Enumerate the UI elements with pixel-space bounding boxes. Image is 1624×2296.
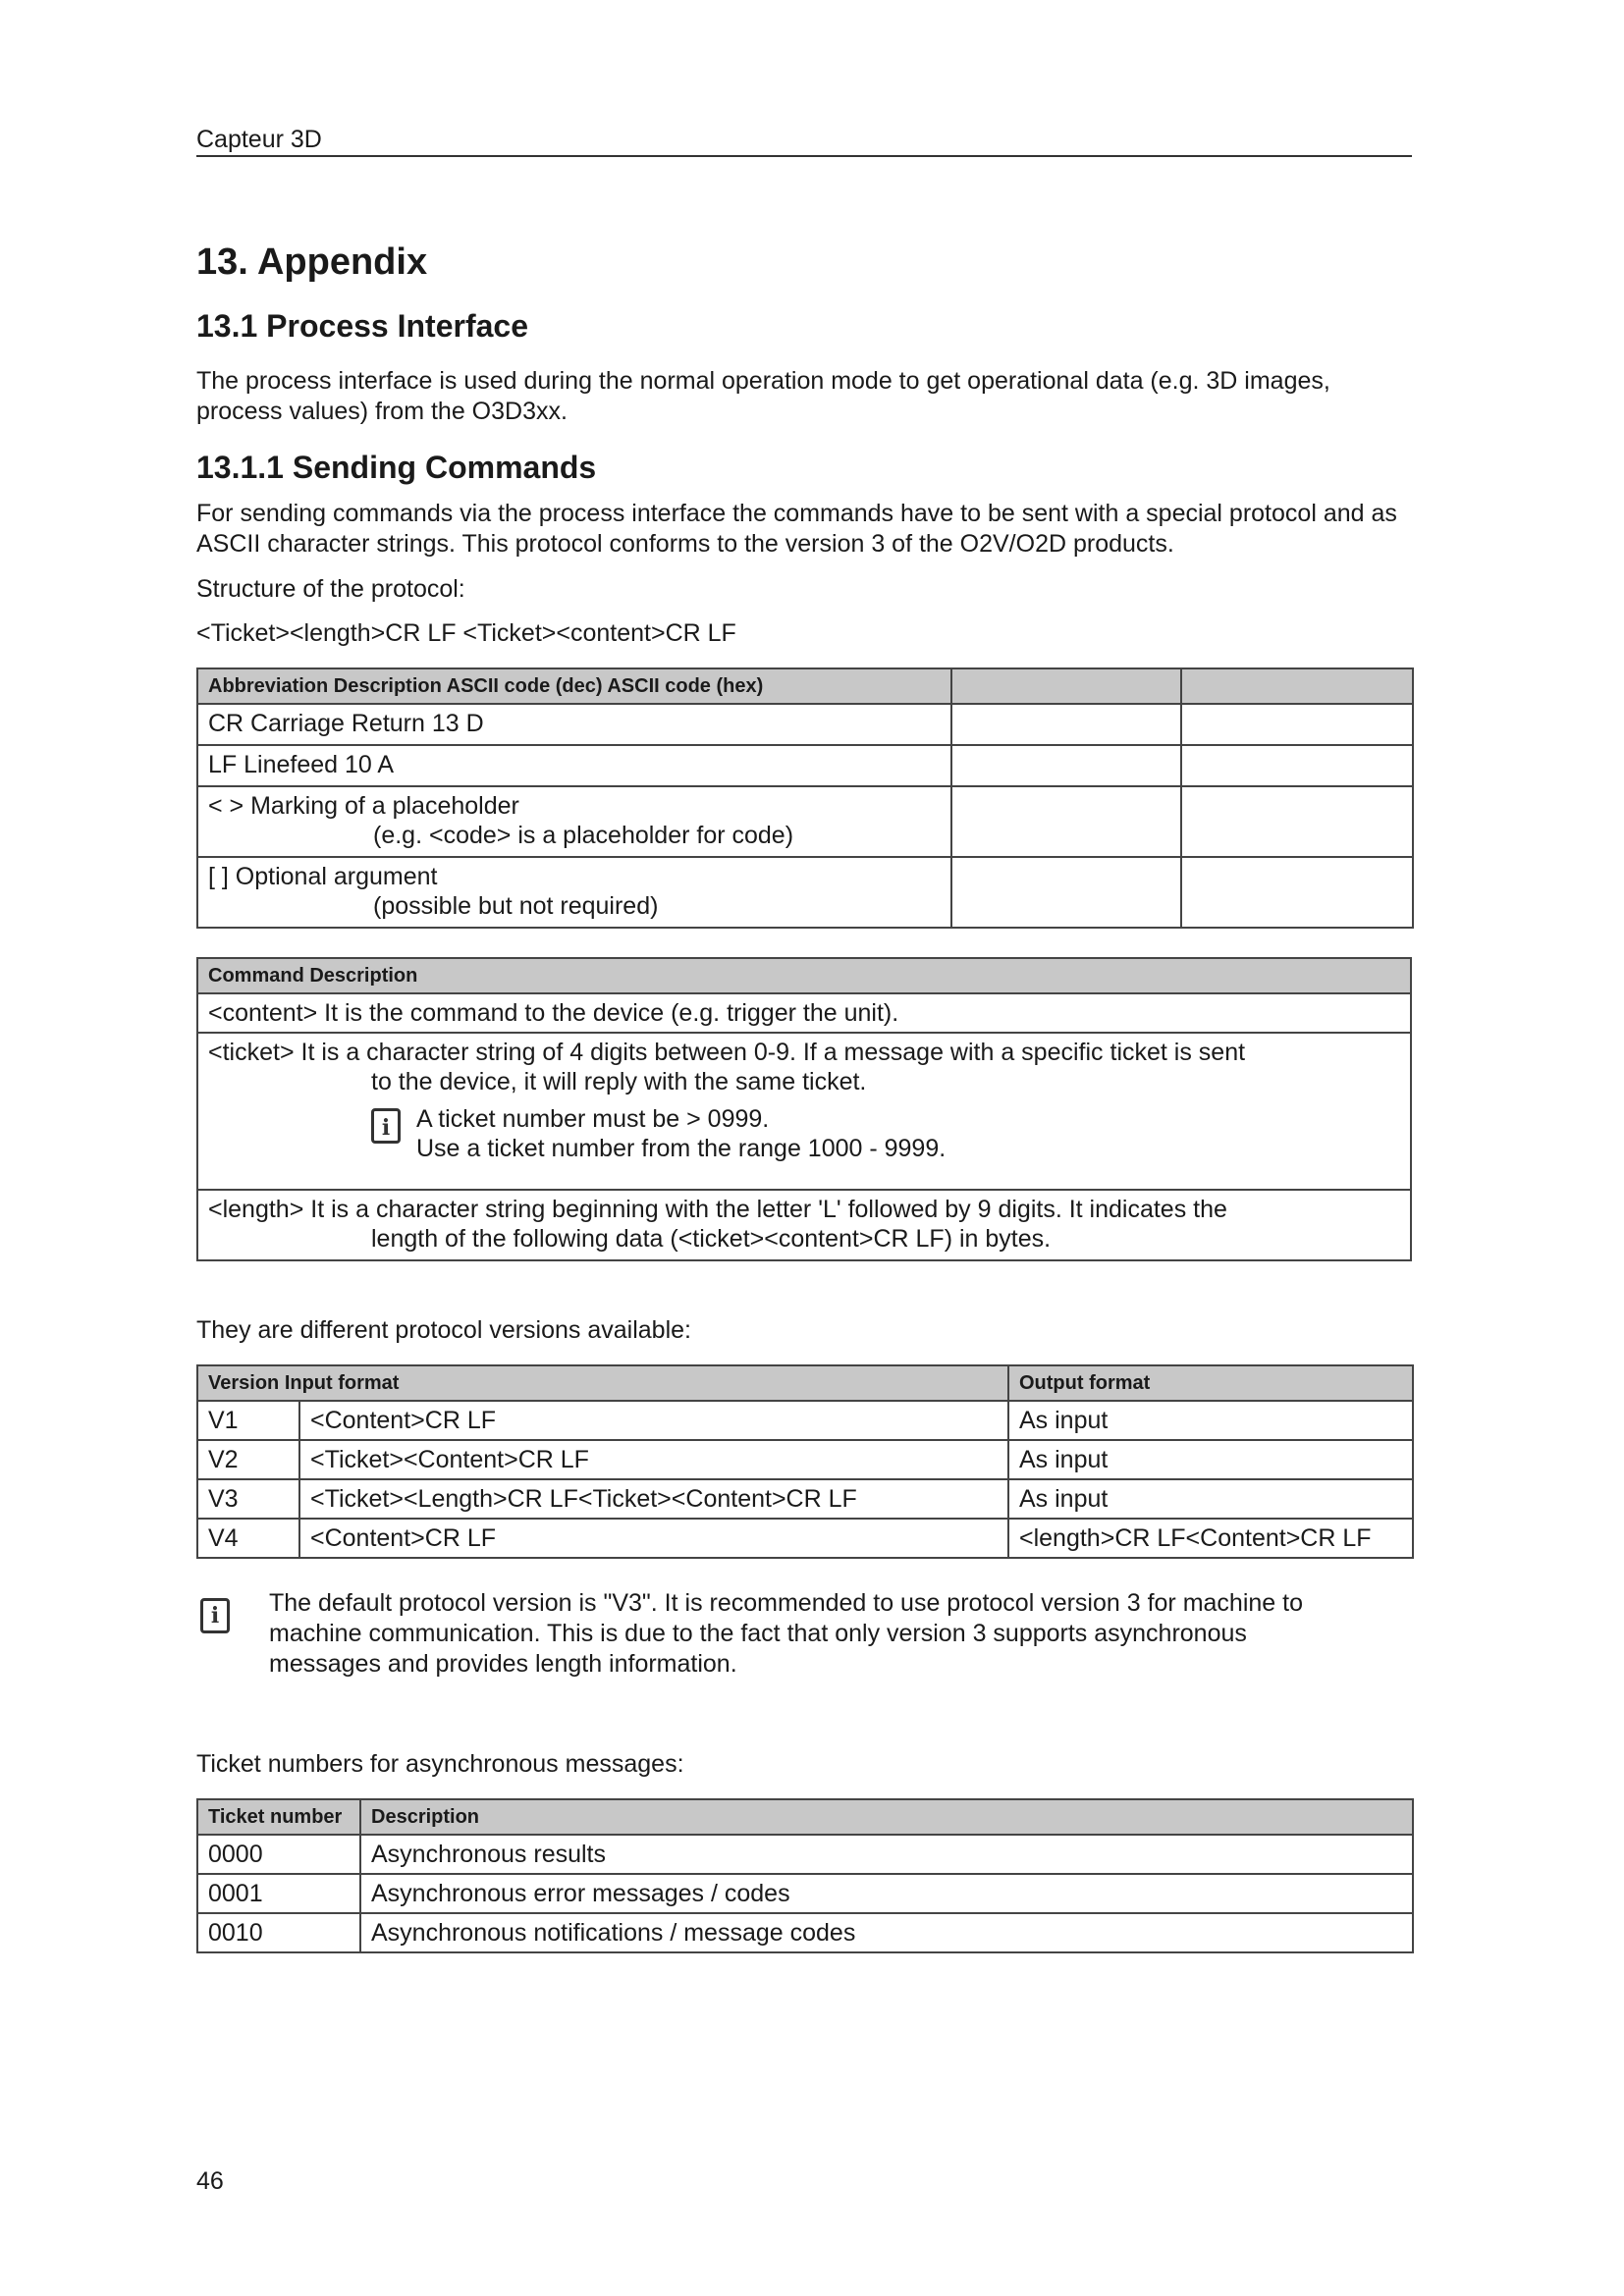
- input-format-cell: <Ticket><Length>CR LF<Ticket><Content>CR LF: [299, 1479, 1008, 1519]
- command-ticket-cell-cont: to the device, it will reply with the same ticket.: [371, 1068, 867, 1095]
- info-icon: [200, 1598, 230, 1633]
- table-row: [197, 745, 1413, 786]
- abbrev-cell: LF Linefeed 10 A: [208, 751, 395, 778]
- header-title: Capteur 3D: [196, 126, 322, 153]
- table-row: [197, 1913, 1413, 1952]
- structure-value: <Ticket><length>CR LF <Ticket><content>CR LF: [196, 619, 736, 647]
- abbrev-cell: [ ] Optional argument: [208, 863, 438, 890]
- input-format-cell: <Content>CR LF: [299, 1519, 1008, 1558]
- ticket-note-line: A ticket number must be > 0999.: [416, 1105, 770, 1133]
- ticket-description-header: Description: [360, 1799, 1413, 1835]
- ticket-note: [208, 1104, 1400, 1163]
- section-title: 13. Appendix: [196, 241, 428, 283]
- ticket-number-cell: 0000: [197, 1835, 360, 1874]
- page-number: 46: [196, 2167, 224, 2195]
- version-cell: V3: [197, 1479, 299, 1519]
- version-cell: V4: [197, 1519, 299, 1558]
- subsection-title: 13.1 Process Interface: [196, 308, 528, 344]
- header-divider: [196, 155, 1412, 157]
- command-length-cell: <length> It is a character string beginning with the letter 'L' followed by 9 digits. It indicates the: [208, 1196, 1227, 1223]
- ticket-description-cell: Asynchronous error messages / codes: [360, 1874, 1413, 1913]
- table-row: [197, 857, 1413, 928]
- abbrev-cell: CR Carriage Return 13 D: [208, 710, 484, 737]
- table-row: [197, 1401, 1413, 1440]
- ticket-description-cell: Asynchronous notifications / message codes: [360, 1913, 1413, 1952]
- version-cell: V1: [197, 1401, 299, 1440]
- versions-intro: They are different protocol versions available:: [196, 1316, 691, 1344]
- sending-paragraph: For sending commands via the process interface the commands have to be sent with a special protocol and as ASCII character strings. This protocol conforms to the version 3 of the O2V/O2D products.: [196, 500, 1397, 558]
- input-format-cell: <Content>CR LF: [299, 1401, 1008, 1440]
- ticket-table: [196, 1798, 1414, 1953]
- version-table: [196, 1364, 1414, 1559]
- ticket-number-cell: 0010: [197, 1913, 360, 1952]
- command-table-header: Command Description: [197, 958, 1411, 993]
- table-row: [197, 1519, 1413, 1558]
- table-row: [197, 786, 1413, 857]
- command-content-cell: <content> It is the command to the device (e.g. trigger the unit).: [208, 999, 899, 1027]
- table-row: [197, 1440, 1413, 1479]
- version-cell: V2: [197, 1440, 299, 1479]
- table-row: [197, 993, 1411, 1033]
- intro-paragraph: The process interface is used during the normal operation mode to get operational data (e.g. 3D images, process values) from the O3D3xx.: [196, 367, 1330, 425]
- abbrev-cell-detail: (e.g. <code> is a placeholder for code): [373, 822, 794, 849]
- abbreviation-table-header: Abbreviation Description ASCII code (dec) ASCII code (hex): [197, 668, 951, 704]
- table-row: [197, 1835, 1413, 1874]
- abbrev-cell: < > Marking of a placeholder: [208, 792, 519, 820]
- info-icon: [371, 1108, 401, 1144]
- output-format-cell: As input: [1008, 1401, 1413, 1440]
- command-table: [196, 957, 1412, 1261]
- output-format-cell: As input: [1008, 1440, 1413, 1479]
- ticket-number-header: Ticket number: [197, 1799, 360, 1835]
- table-row: [197, 1874, 1413, 1913]
- table-row: [197, 1190, 1411, 1260]
- abbrev-cell-detail: (possible but not required): [373, 892, 659, 920]
- table-row: [197, 1479, 1413, 1519]
- table-row: [197, 1033, 1411, 1190]
- tickets-intro: Ticket numbers for asynchronous messages:: [196, 1750, 684, 1778]
- command-ticket-cell: <ticket> It is a character string of 4 digits between 0-9. If a message with a specific ticket is sent: [208, 1039, 1246, 1066]
- output-format-header: Output format: [1008, 1365, 1413, 1401]
- ticket-description-cell: Asynchronous results: [360, 1835, 1413, 1874]
- table-row: [197, 704, 1413, 745]
- default-protocol-note: The default protocol version is "V3". It is recommended to use protocol version 3 for machine to machine communication. This is due to the fact that only version 3 supports asynchronous messages and provides length information.: [269, 1589, 1303, 1678]
- subsubsection-title: 13.1.1 Sending Commands: [196, 450, 597, 485]
- output-format-cell: As input: [1008, 1479, 1413, 1519]
- ticket-note-line: Use a ticket number from the range 1000 - 9999.: [416, 1135, 947, 1162]
- structure-label: Structure of the protocol:: [196, 575, 465, 603]
- ticket-number-cell: 0001: [197, 1874, 360, 1913]
- command-length-cell-cont: length of the following data (<ticket><content>CR LF) in bytes.: [371, 1225, 1052, 1253]
- abbreviation-table: [196, 667, 1414, 929]
- output-format-cell: <length>CR LF<Content>CR LF: [1008, 1519, 1413, 1558]
- version-table-header: Version Input format: [197, 1365, 1008, 1401]
- input-format-cell: <Ticket><Content>CR LF: [299, 1440, 1008, 1479]
